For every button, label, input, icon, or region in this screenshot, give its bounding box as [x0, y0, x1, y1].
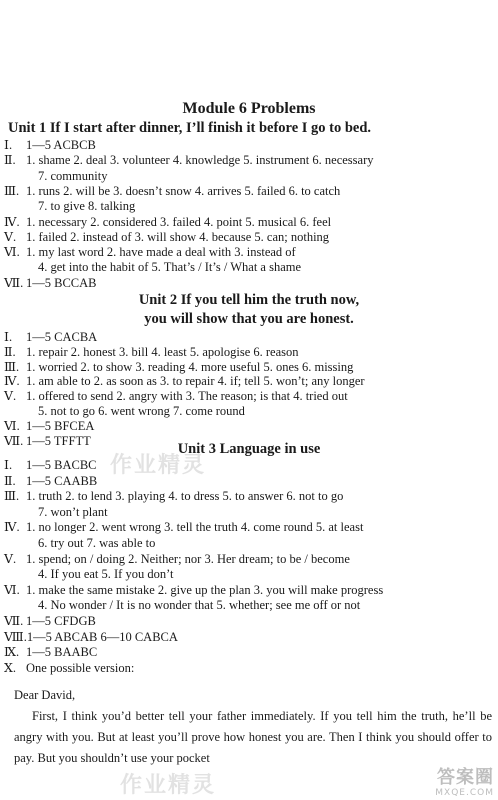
answer-row — [4, 275, 494, 292]
corner-logo — [435, 768, 494, 798]
answer-text: 7. won’t plant — [38, 504, 108, 519]
answer-text: 1—5 CACBA — [26, 330, 98, 344]
answer-text: 1—5 CFDGB — [26, 614, 96, 628]
answer-text: One possible version: — [26, 660, 135, 675]
answer-row — [4, 551, 494, 568]
answer-row — [38, 504, 494, 521]
question-number: Ⅱ. — [4, 153, 16, 168]
unit3-title: Unit 3 Language in use — [177, 441, 321, 457]
question-number: Ⅶ. — [4, 275, 24, 290]
answer-text: 1. my last word 2. have made a deal with 3. instead of — [26, 245, 296, 260]
answer-text: 1. shame 2. deal 3. volunteer 4. knowledge 5. instrument 6. necessary — [26, 153, 374, 168]
question-number: Ⅵ. — [4, 582, 20, 597]
answer-text: 4. If you eat 5. If you don’t — [38, 567, 174, 582]
question-number: Ⅵ. — [4, 418, 20, 433]
question-number: Ⅶ. — [4, 433, 24, 448]
answer-row — [4, 473, 494, 490]
corner-logo-text: 答案圈 — [437, 767, 494, 788]
answer-text: 1—5 BCCAB — [26, 275, 97, 290]
answer-text: 1. repair 2. honest 3. bill 4. least 5. apologise 6. reason — [26, 344, 299, 359]
question-number: Ⅳ. — [4, 520, 20, 535]
answer-row — [4, 629, 494, 646]
module-title: Module 6 Problems — [182, 100, 316, 117]
answer-text: 1. offered to send 2. angry with 3. The reason; is that 4. tried out — [26, 389, 348, 404]
answer-text: 1. spend; on / doing 2. Neither; nor 3. Her dream; to be / become — [26, 551, 350, 566]
answer-row — [4, 613, 494, 630]
corner-logo-url: MXQE.COM — [435, 788, 494, 798]
watermark: 作业精灵 — [120, 773, 217, 798]
answer-text: 1—5 CAABB — [26, 473, 98, 488]
question-number: Ⅳ. — [4, 214, 20, 229]
letter-body: First, I think you’d better tell your father immediately. If you tell him the truth, he’ll be angry with you. But at least you’ll prove how honest you are. Then I think you should offer to pay. But you shouldn’t use your pocket — [14, 709, 492, 765]
answer-text: 4. No wonder / It is no wonder that 5. whether; see me off or not — [38, 598, 361, 613]
answer-text: 1. no longer 2. went wrong 3. tell the truth 4. come round 5. at least — [26, 520, 364, 535]
answer-row — [4, 660, 494, 677]
answer-text: 1—5 BAABC — [26, 645, 98, 660]
question-number: Ⅰ. — [4, 138, 13, 152]
question-number: Ⅰ. — [4, 330, 13, 344]
question-number: Ⅲ. — [4, 183, 20, 198]
question-number: Ⅴ. — [4, 229, 17, 244]
answer-row — [38, 597, 494, 614]
question-number: Ⅱ. — [4, 344, 16, 359]
sample-letter — [14, 685, 492, 769]
answer-row — [38, 535, 494, 552]
answer-text: 1—5 BACBC — [26, 458, 97, 472]
letter-salutation: Dear David, — [14, 688, 76, 702]
question-number: Ⅷ. — [4, 629, 27, 644]
answer-text: 6. try out 7. was able to — [38, 536, 156, 550]
answer-text: 1. runs 2. will be 3. doesn’t snow 4. arrives 5. failed 6. to catch — [26, 183, 341, 198]
unit2-title-line2: you will show that you are honest. — [144, 311, 354, 327]
unit2-title-line1: Unit 2 If you tell him the truth now, — [138, 292, 360, 308]
answer-text: 1. necessary 2. considered 3. failed 4. point 5. musical 6. feel — [26, 214, 332, 229]
answer-text: 1—5 ABCAB 6—10 CABCA — [26, 629, 178, 644]
question-number: Ⅱ. — [4, 473, 16, 488]
answer-row — [4, 582, 494, 599]
answer-text: 1. am able to 2. as soon as 3. to repair 4. if; tell 5. won’t; any longer — [26, 374, 365, 389]
question-number: Ⅰ. — [4, 458, 13, 472]
question-number: Ⅶ. — [4, 614, 24, 628]
watermark: 作业精灵 — [110, 453, 207, 478]
question-number: Ⅵ. — [4, 245, 20, 260]
question-number: Ⅹ. — [4, 660, 17, 675]
answer-text: 1—5 BFCEA — [26, 418, 95, 433]
answer-row — [4, 519, 494, 536]
answer-text: 1. make the same mistake 2. give up the plan 3. you will make progress — [26, 582, 384, 597]
answer-row — [4, 644, 494, 661]
answer-row — [38, 566, 494, 583]
question-number: Ⅲ. — [4, 359, 20, 374]
question-number: Ⅴ. — [4, 551, 17, 566]
answer-text: 1. truth 2. to lend 3. playing 4. to dress 5. to answer 6. not to go — [26, 489, 344, 504]
answer-text: 7. to give 8. talking — [38, 199, 136, 214]
answer-text: 4. get into the habit of 5. That’s / It’s / What a shame — [38, 260, 302, 275]
unit1-title: Unit 1 If I start after dinner, I’ll finish it before I go to bed. — [8, 120, 372, 136]
answer-text: 7. community — [38, 168, 108, 183]
answer-text: 1—5 ACBCB — [26, 138, 96, 152]
answer-row — [4, 488, 494, 505]
answer-text: 5. not to go 6. went wrong 7. come round — [38, 404, 245, 418]
answer-text: 1. worried 2. to show 3. reading 4. more useful 5. ones 6. missing — [26, 359, 354, 374]
question-number: Ⅲ. — [4, 489, 20, 504]
answer-text: 1. failed 2. instead of 3. will show 4. because 5. can; nothing — [26, 229, 330, 244]
question-number: Ⅴ. — [4, 389, 17, 404]
question-number: Ⅳ. — [4, 374, 20, 389]
answer-text: 1—5 TFFTT — [26, 433, 91, 448]
answer-row — [4, 457, 494, 474]
question-number: Ⅸ. — [4, 645, 20, 660]
